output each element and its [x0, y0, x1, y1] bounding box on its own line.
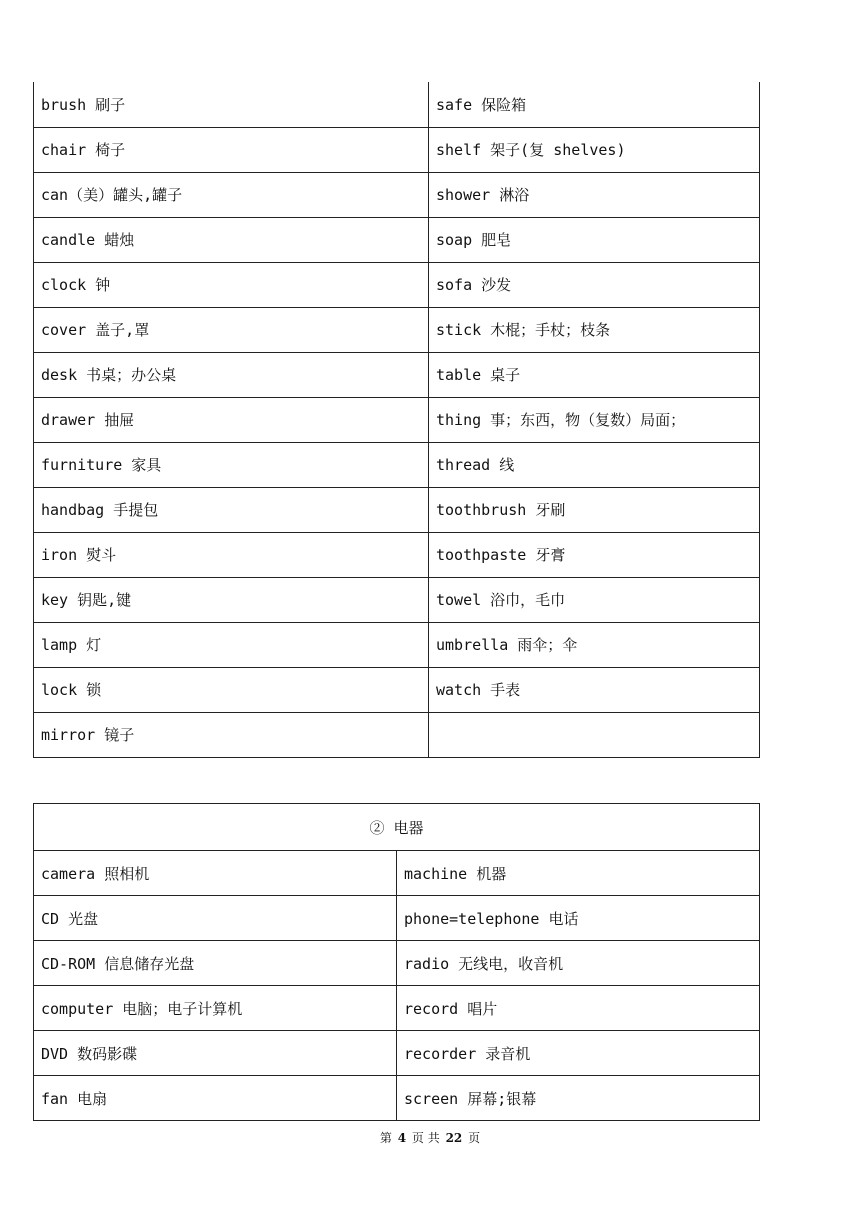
vocab-cell: CD 光盘	[34, 896, 397, 941]
table-row	[34, 1031, 760, 1076]
vocab-cell: sofa 沙发	[429, 262, 760, 307]
table-row	[34, 532, 760, 577]
table-row	[34, 352, 760, 397]
table-row	[34, 577, 760, 622]
vocab-cell: CD-ROM 信息储存光盘	[34, 941, 397, 986]
table-row	[34, 622, 760, 667]
vocab-cell: can（美）罐头,罐子	[34, 172, 429, 217]
vocab-cell: record 唱片	[397, 986, 760, 1031]
vocab-cell: candle 蜡烛	[34, 217, 429, 262]
vocab-cell: shower 淋浴	[429, 172, 760, 217]
footer-middle: 页 共	[411, 1131, 440, 1145]
vocab-cell: toothbrush 牙刷	[429, 487, 760, 532]
table-row	[34, 217, 760, 262]
vocab-cell: desk 书桌；办公桌	[34, 352, 429, 397]
table-row	[34, 82, 760, 127]
page-footer	[0, 1129, 860, 1146]
vocab-cell: safe 保险箱	[429, 82, 760, 127]
vocab-cell: clock 钟	[34, 262, 429, 307]
footer-prefix: 第	[379, 1131, 392, 1145]
vocab-cell: phone=telephone 电话	[397, 896, 760, 941]
vocab-cell: cover 盖子,罩	[34, 307, 429, 352]
vocab-cell: recorder 录音机	[397, 1031, 760, 1076]
vocab-cell: mirror 镜子	[34, 712, 429, 757]
vocab-cell: lock 锁	[34, 667, 429, 712]
vocab-cell: thing 事；东西，物（复数）局面；	[429, 397, 760, 442]
vocab-cell: shelf 架子(复 shelves)	[429, 127, 760, 172]
vocab-cell: fan 电扇	[34, 1076, 397, 1121]
vocab-cell: brush 刷子	[34, 82, 429, 127]
table-row	[34, 262, 760, 307]
table-row	[34, 172, 760, 217]
vocab-cell: soap 肥皂	[429, 217, 760, 262]
vocab-cell: stick 木棍；手杖；枝条	[429, 307, 760, 352]
table-row	[34, 307, 760, 352]
table-row	[34, 1076, 760, 1121]
vocab-cell: camera 照相机	[34, 851, 397, 896]
table-row	[34, 127, 760, 172]
vocab-cell: key 钥匙,键	[34, 577, 429, 622]
table-row	[34, 986, 760, 1031]
total-pages-number: 22	[445, 1131, 463, 1145]
vocab-cell: drawer 抽屉	[34, 397, 429, 442]
vocab-cell: radio 无线电，收音机	[397, 941, 760, 986]
vocab-cell: computer 电脑；电子计算机	[34, 986, 397, 1031]
table-row	[34, 941, 760, 986]
vocab-cell: chair 椅子	[34, 127, 429, 172]
table-header-row	[34, 804, 760, 851]
vocab-cell: DVD 数码影碟	[34, 1031, 397, 1076]
vocab-cell: machine 机器	[397, 851, 760, 896]
vocab-cell: table 桌子	[429, 352, 760, 397]
table-row	[34, 397, 760, 442]
table-row	[34, 896, 760, 941]
vocab-cell	[429, 712, 760, 757]
section-heading: ② 电器	[34, 804, 760, 851]
vocab-cell: umbrella 雨伞；伞	[429, 622, 760, 667]
vocab-cell: iron 熨斗	[34, 532, 429, 577]
electrical-appliances-table	[33, 803, 760, 1121]
table-row	[34, 851, 760, 896]
vocab-cell: toothpaste 牙膏	[429, 532, 760, 577]
footer-suffix: 页	[468, 1131, 481, 1145]
table-row	[34, 712, 760, 757]
vocab-cell: watch 手表	[429, 667, 760, 712]
vocab-cell: furniture 家具	[34, 442, 429, 487]
current-page-number: 4	[397, 1131, 407, 1145]
table-row	[34, 487, 760, 532]
vocab-cell: screen 屏幕;银幕	[397, 1076, 760, 1121]
vocab-cell: thread 线	[429, 442, 760, 487]
table-row	[34, 667, 760, 712]
vocab-cell: handbag 手提包	[34, 487, 429, 532]
table-row	[34, 442, 760, 487]
household-items-table	[33, 82, 760, 758]
vocab-cell: towel 浴巾，毛巾	[429, 577, 760, 622]
vocab-cell: lamp 灯	[34, 622, 429, 667]
